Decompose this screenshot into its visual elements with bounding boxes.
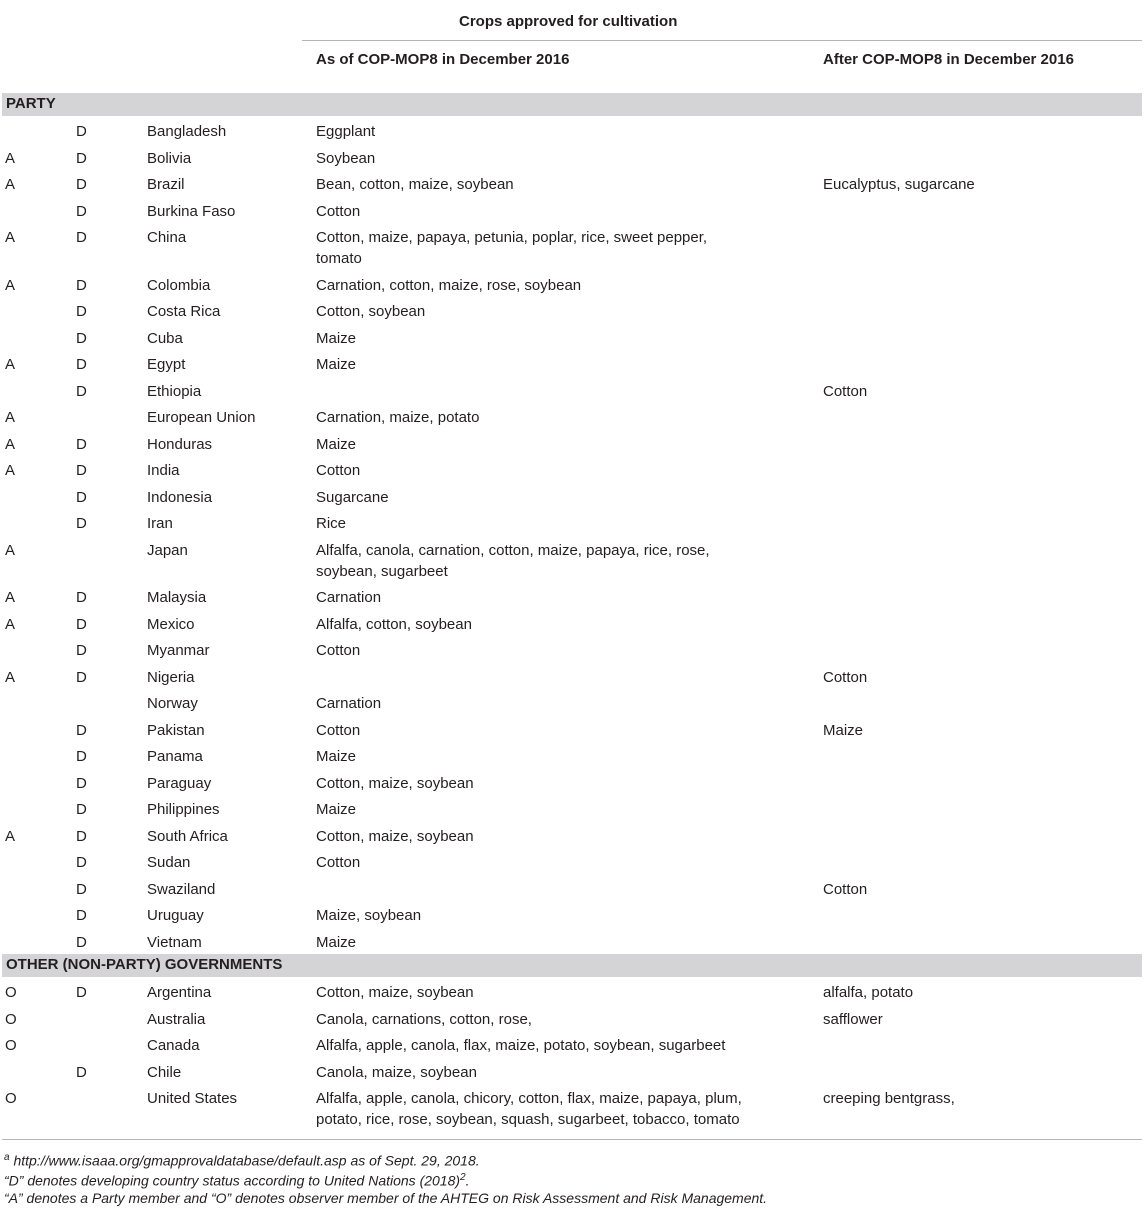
table-row [0,693,1145,719]
country-cell: Paraguay [147,774,212,792]
ahteg-status-cell: A [5,615,16,633]
crops-as-of-cell [316,227,707,269]
table-row [0,460,1145,486]
crops-as-of-line: Canola, maize, soybean [316,1063,477,1081]
header-divider [302,40,1142,41]
crops-as-of-line: Rice [316,515,347,532]
country-cell: Uruguay [147,907,204,924]
ahteg-status-cell: A [5,356,16,373]
crops-as-of-line: Cotton, maize, soybean [316,984,474,1001]
table-row [0,773,1145,799]
country-cell: Ethiopia [147,382,202,400]
developing-status-cell: D [76,176,87,193]
crops-as-of-line: soybean, sugarbeet [316,562,448,580]
crops-as-of-line: Sugarcane [316,488,389,506]
crops-as-of-line: Maize [316,435,357,453]
table-row [0,879,1145,905]
country-cell: Mexico [147,615,195,633]
crops-as-of-cell [316,587,381,608]
crops-as-of-cell [316,434,356,455]
crops-as-of-cell [316,852,360,873]
table-row [0,640,1145,666]
crops-after-cell: Maize [823,721,864,739]
country-cell: Swaziland [147,880,216,898]
table-row [0,1062,1145,1088]
table-row [0,354,1145,380]
crops-after-cell: Eucalyptus, sugarcane [823,176,975,193]
country-cell: Myanmar [147,642,210,659]
crops-as-of-cell [316,540,710,582]
country-cell: Japan [147,541,188,559]
table-row [0,487,1145,513]
table-row [0,982,1145,1008]
developing-status-cell: D [76,276,87,294]
crops-as-of-cell [316,487,389,508]
crops-as-of-cell [316,328,356,349]
crops-as-of-cell [316,121,375,142]
col-header-as-of: As of COP-MOP8 in December 2016 [316,51,570,68]
footnote-a-text: http://www.isaaa.org/gmapprovaldatabase/default.asp as of Sept. 29, 2018. [13,1152,480,1169]
developing-status-cell: D [76,801,87,818]
crops-as-of-line: tomato [316,250,362,267]
table-row [0,328,1145,354]
crops-as-of-line: Carnation, maize, potato [316,409,480,426]
country-cell: Argentina [147,984,212,1001]
crops-as-of-cell [316,773,474,794]
crops-as-of-line: potato, rice, rose, soybean, squash, sugarbeet, tobacco, tomato [316,1111,740,1128]
crops-as-of-line: Cotton [316,721,361,739]
developing-status-cell: D [76,303,87,320]
table-row [0,540,1145,580]
table-row [0,852,1145,878]
section-title: OTHER (NON-PARTY) GOVERNMENTS [6,956,283,973]
crops-as-of-cell [316,640,360,661]
table-row [0,227,1145,267]
developing-status-cell: D [76,462,87,479]
developing-status-cell: D [76,202,87,220]
crops-as-of-line: Eggplant [316,123,376,140]
table-row [0,587,1145,613]
table-row [0,614,1145,640]
table-row [0,201,1145,227]
crops-as-of-line: Alfalfa, canola, carnation, cotton, maize, papaya, rice, rose, [316,541,710,559]
table-row [0,1009,1145,1035]
table-row [0,148,1145,174]
country-cell: United States [147,1090,238,1107]
footnote-ao: “A” denotes a Party member and “O” denotes observer member of the AHTEG on Risk Assessment and Risk Management. [4,1190,768,1206]
crops-as-of-line: Bean, cotton, maize, soybean [316,176,514,193]
developing-status-cell: D [76,382,87,400]
ahteg-status-cell: A [5,149,16,167]
ahteg-status-cell: A [5,276,16,294]
crops-as-of-cell [316,693,381,714]
table-row [0,667,1145,693]
crops-as-of-line: Maize [316,748,357,765]
table-row [0,407,1145,433]
country-cell: India [147,462,180,479]
developing-status-cell: D [76,748,87,765]
ahteg-status-cell: A [5,409,16,426]
developing-status-cell: D [76,488,87,506]
ahteg-status-cell: A [5,435,16,453]
crops-as-of-line: Carnation, cotton, maize, rose, soybean [316,276,582,294]
crops-as-of-line: Cotton [316,202,361,220]
footnote-d-sup: 2 [460,1172,466,1183]
country-cell: Costa Rica [147,303,221,320]
country-cell: Brazil [147,176,185,193]
crops-after-cell: creeping bentgrass, [823,1090,955,1107]
crops-as-of-cell [316,174,514,195]
crops-as-of-line: Alfalfa, cotton, soybean [316,615,472,633]
developing-status-cell: D [76,149,87,167]
developing-status-cell: D [76,435,87,453]
ahteg-status-cell: A [5,589,16,606]
country-cell: Indonesia [147,488,213,506]
table-row [0,720,1145,746]
developing-status-cell: D [76,774,87,792]
table-row [0,301,1145,327]
developing-status-cell: D [76,907,87,924]
crops-as-of-line: Maize [316,801,357,818]
developing-status-cell: D [76,329,87,347]
crops-as-of-cell [316,982,474,1003]
developing-status-cell: D [76,827,87,845]
developing-status-cell: D [76,589,87,606]
country-cell: Cuba [147,329,183,347]
crops-as-of-line: Maize [316,329,357,347]
crops-as-of-cell [316,1009,532,1030]
section-band [2,954,1142,977]
country-cell: Honduras [147,435,213,453]
country-cell: Iran [147,515,173,532]
table-row [0,121,1145,147]
crops-as-of-cell [316,614,472,635]
crops-as-of-cell [316,799,356,820]
table-bottom-rule [2,1139,1142,1140]
developing-status-cell: D [76,642,87,659]
country-cell: Colombia [147,276,211,294]
country-cell: Nigeria [147,668,195,686]
crops-as-of-cell [316,407,479,428]
developing-status-cell: D [76,123,87,140]
country-cell: Bolivia [147,149,192,167]
country-cell: Bangladesh [147,123,227,140]
crops-as-of-cell [316,826,474,847]
table-row [0,381,1145,407]
footnote-a [4,1149,480,1170]
developing-status-cell: D [76,615,87,633]
footnote-d-text: “D” denotes developing country status according to United Nations (2018) [4,1172,461,1189]
ahteg-status-cell: O [5,984,17,1001]
country-cell: Burkina Faso [147,202,236,220]
crops-as-of-line: Cotton [316,462,361,479]
developing-status-cell: D [76,229,87,246]
country-cell: Chile [147,1063,182,1081]
crops-as-of-cell [316,148,375,169]
crops-as-of-line: Carnation [316,695,382,712]
table-row [0,1088,1145,1128]
crops-as-of-line: Canola, carnations, cotton, rose, [316,1010,532,1028]
crops-as-of-line: Carnation [316,589,382,606]
country-cell: China [147,229,187,246]
crops-after-cell: alfalfa, potato [823,984,914,1001]
crops-as-of-cell [316,905,421,926]
crops-as-of-cell [316,1088,742,1130]
crops-as-of-line: Maize, soybean [316,907,422,924]
ahteg-status-cell: A [5,541,16,559]
developing-status-cell: D [76,1063,87,1081]
ahteg-status-cell: A [5,229,16,246]
country-cell: Egypt [147,356,186,373]
ahteg-status-cell: O [5,1010,17,1028]
ahteg-status-cell: A [5,827,16,845]
section-title: PARTY [6,95,56,112]
ahteg-status-cell: A [5,176,16,193]
crops-as-of-cell [316,932,356,953]
developing-status-cell: D [76,933,87,951]
developing-status-cell: D [76,880,87,898]
crops-approved-header: Crops approved for cultivation [459,13,678,30]
section-band [2,93,1142,116]
crops-as-of-cell [316,301,425,322]
country-cell: Sudan [147,854,191,871]
crops-as-of-line: Cotton, maize, papaya, petunia, poplar, rice, sweet pepper, [316,229,708,246]
footnote-a-marker: a [4,1152,10,1163]
ahteg-status-cell: A [5,462,16,479]
crops-as-of-line: Soybean [316,149,376,167]
ahteg-status-cell: O [5,1037,17,1054]
col-header-after: After COP-MOP8 in December 2016 [823,51,1074,68]
developing-status-cell: D [76,668,87,686]
crops-as-of-cell [316,354,356,375]
crops-as-of-cell [316,460,360,481]
developing-status-cell: D [76,515,87,532]
crops-as-of-line: Cotton [316,642,361,659]
crops-as-of-line: Maize [316,933,357,951]
crops-as-of-line: Cotton, maize, soybean [316,827,474,845]
crops-as-of-line: Cotton [316,854,361,871]
table-row [0,746,1145,772]
developing-status-cell: D [76,721,87,739]
table-row [0,174,1145,200]
ahteg-status-cell: A [5,668,16,686]
developing-status-cell: D [76,984,87,1001]
crops-as-of-line: Alfalfa, apple, canola, chicory, cotton, flax, maize, papaya, plum, [316,1090,742,1107]
country-cell: Canada [147,1037,200,1054]
table-row [0,1035,1145,1061]
table-row [0,434,1145,460]
country-cell: Malaysia [147,589,207,606]
crops-as-of-line: Alfalfa, apple, canola, flax, maize, potato, soybean, sugarbeet [316,1037,726,1054]
crops-as-of-line: Maize [316,356,357,373]
crops-as-of-cell [316,746,356,767]
crops-as-of-cell [316,275,581,296]
crops-after-cell: Cotton [823,382,868,400]
crops-as-of-cell [316,201,360,222]
country-cell: South Africa [147,827,228,845]
crops-after-cell: Cotton [823,880,868,898]
crops-as-of-cell [316,1035,725,1056]
table-row [0,799,1145,825]
developing-status-cell: D [76,356,87,373]
country-cell: Norway [147,695,198,712]
country-cell: Philippines [147,801,220,818]
country-cell: Australia [147,1010,206,1028]
country-cell: Vietnam [147,933,202,951]
footnote-d [4,1169,470,1190]
footnote-d-end: . [465,1172,470,1189]
crops-as-of-cell [316,513,346,534]
country-cell: Panama [147,748,203,765]
crops-as-of-line: Cotton, maize, soybean [316,774,474,792]
developing-status-cell: D [76,854,87,871]
table-row [0,826,1145,852]
country-cell: Pakistan [147,721,205,739]
crops-as-of-cell [316,720,360,741]
table-row [0,905,1145,931]
crops-as-of-line: Cotton, soybean [316,303,426,320]
crops-as-of-cell [316,1062,477,1083]
crops-after-cell: safflower [823,1010,883,1028]
crops-after-cell: Cotton [823,668,868,686]
table-row [0,275,1145,301]
ahteg-status-cell: O [5,1090,17,1107]
country-cell: European Union [147,409,256,426]
table-row [0,513,1145,539]
